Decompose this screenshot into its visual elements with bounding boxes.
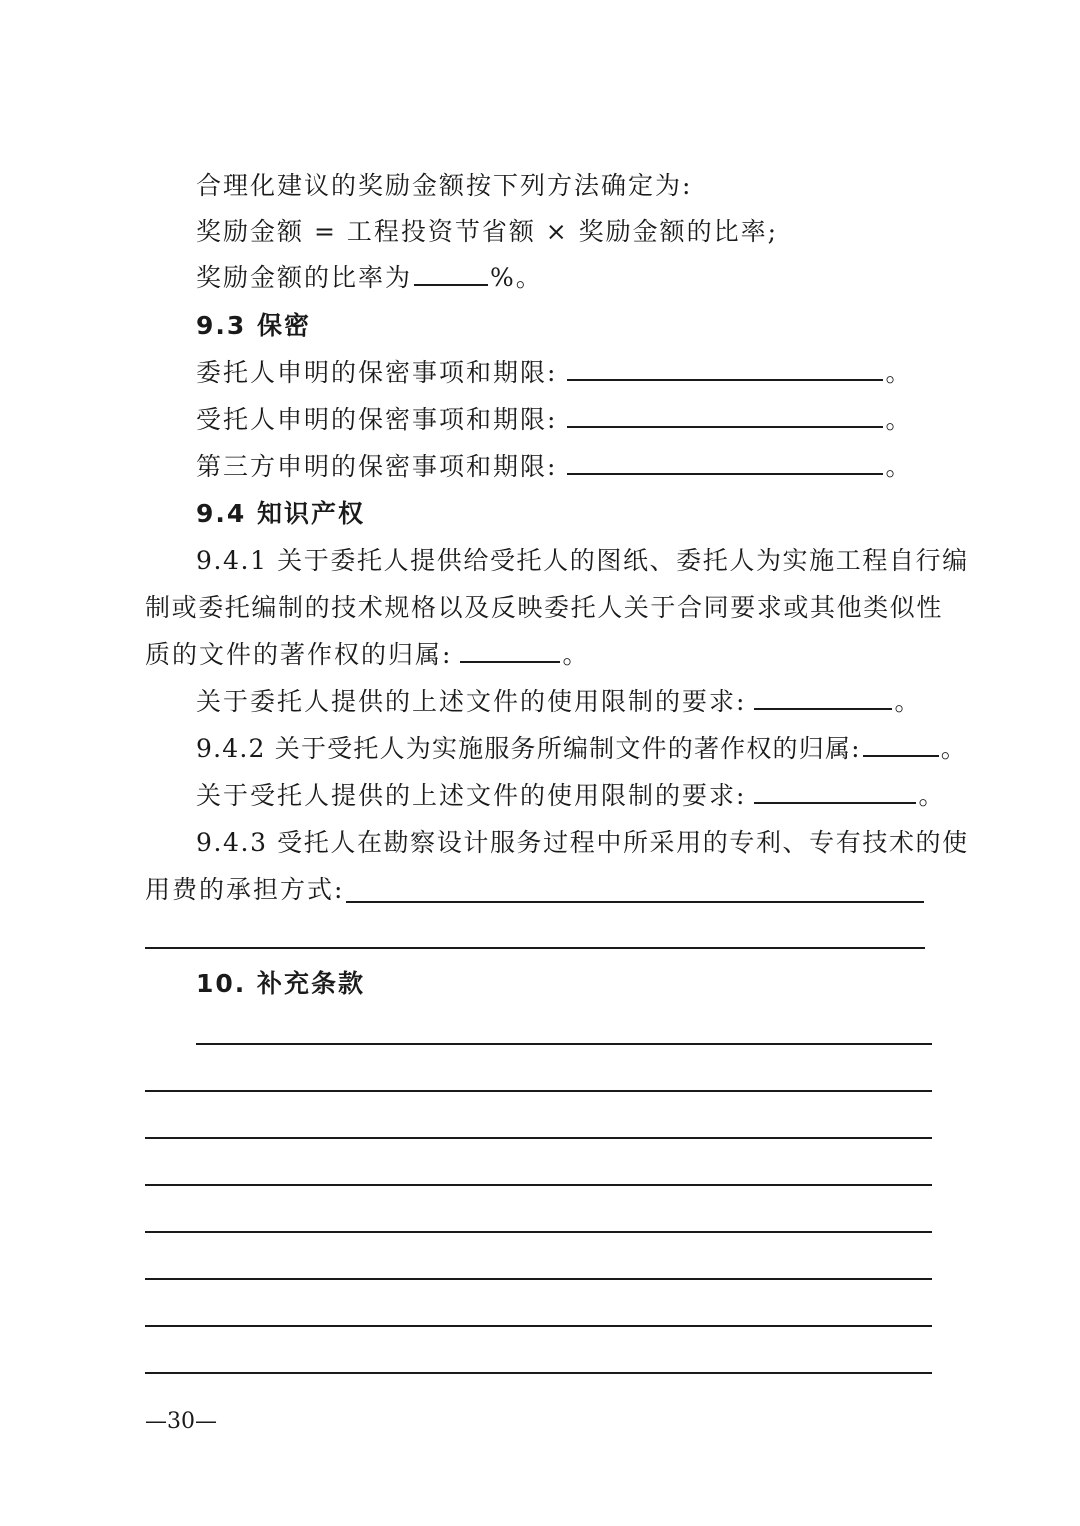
reward-formula: 奖励金额 = 工程投资节省额 × 奖励金额的比率; bbox=[196, 217, 779, 246]
ip-941-restrict-label: 关于委托人提供的上述文件的使用限制的要求: bbox=[196, 687, 747, 716]
confidential-contractor-blank[interactable] bbox=[567, 404, 883, 428]
confidential-client-blank[interactable] bbox=[567, 357, 883, 381]
reward-rate-blank[interactable] bbox=[414, 262, 488, 286]
confidential-third-line bbox=[196, 451, 912, 483]
confidential-third-blank[interactable] bbox=[567, 451, 883, 475]
supplement-line[interactable] bbox=[145, 1184, 932, 1186]
supplement-line[interactable] bbox=[145, 1231, 932, 1233]
section-9-3-heading: 9.3 保密 bbox=[196, 311, 311, 340]
ip-942-restrict-line bbox=[196, 780, 945, 812]
ip-942-ownership-label: 9.4.2 关于受托人为实施服务所编制文件的著作权的归属: bbox=[196, 734, 861, 763]
ip-942-restrict-label: 关于受托人提供的上述文件的使用限制的要求: bbox=[196, 781, 747, 810]
line-end: 。 bbox=[918, 781, 946, 810]
reward-rate-suffix: %。 bbox=[490, 263, 543, 292]
line-end: 。 bbox=[940, 734, 967, 763]
line-end: 。 bbox=[562, 640, 590, 669]
ip-941-ownership-label: 质的文件的著作权的归属: bbox=[145, 640, 453, 669]
supplement-line[interactable] bbox=[145, 1278, 932, 1280]
supplement-line[interactable] bbox=[196, 1043, 932, 1045]
section-9-4-heading: 9.4 知识产权 bbox=[196, 499, 365, 528]
ip-942-ownership-blank[interactable] bbox=[863, 733, 939, 757]
reward-intro: 合理化建议的奖励金额按下列方法确定为: bbox=[196, 171, 693, 200]
ip-943-line1: 9.4.3 受托人在勘察设计服务过程中所采用的专利、专有技术的使 bbox=[196, 828, 969, 857]
ip-943-line2: 用费的承担方式: bbox=[145, 875, 345, 904]
ip-941-restrict-blank[interactable] bbox=[754, 686, 892, 710]
supplement-line[interactable] bbox=[145, 1372, 932, 1374]
reward-rate-line bbox=[196, 262, 543, 294]
supplement-line[interactable] bbox=[145, 1325, 932, 1327]
ip-941-ownership-blank[interactable] bbox=[460, 639, 560, 663]
supplement-line[interactable] bbox=[145, 1090, 932, 1092]
confidential-client-label: 委托人申明的保密事项和期限: bbox=[196, 358, 558, 387]
ip-943-fee-blank[interactable] bbox=[346, 901, 924, 903]
line-end: 。 bbox=[885, 452, 913, 481]
line-end: 。 bbox=[885, 358, 913, 387]
line-end: 。 bbox=[885, 405, 913, 434]
confidential-contractor-line bbox=[196, 404, 912, 436]
reward-rate-label: 奖励金额的比率为 bbox=[196, 263, 413, 292]
ip-941-line3 bbox=[145, 639, 589, 671]
ip-941-restrict-line bbox=[196, 686, 921, 718]
page-number: —30— bbox=[145, 1409, 217, 1434]
ip-942-restrict-blank[interactable] bbox=[754, 780, 916, 804]
ip-941-line1: 9.4.1 关于委托人提供给受托人的图纸、委托人为实施工程自行编 bbox=[196, 546, 969, 575]
ip-942-line bbox=[196, 733, 967, 765]
ip-941-line2: 制或委托编制的技术规格以及反映委托人关于合同要求或其他类似性 bbox=[145, 593, 944, 622]
confidential-client-line bbox=[196, 357, 912, 389]
ip-943-fee-blank-line2[interactable] bbox=[145, 947, 925, 949]
line-end: 。 bbox=[894, 687, 922, 716]
supplement-line[interactable] bbox=[145, 1137, 932, 1139]
confidential-third-label: 第三方申明的保密事项和期限: bbox=[196, 452, 558, 481]
section-10-heading: 10. 补充条款 bbox=[196, 969, 365, 998]
confidential-contractor-label: 受托人申明的保密事项和期限: bbox=[196, 405, 558, 434]
